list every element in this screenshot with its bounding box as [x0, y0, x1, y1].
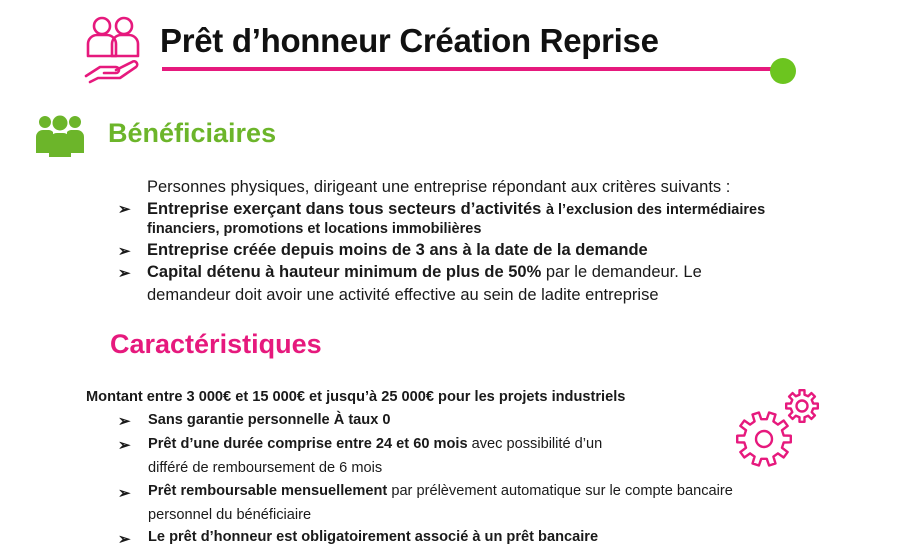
page-title: Prêt d’honneur Création Reprise [160, 22, 659, 59]
gears-icon [734, 382, 826, 474]
beneficiaires-item-3: Capital détenu à hauteur minimum de plus de 50% par le demandeur. Le [147, 263, 702, 281]
caracteristiques-item-2-line2: différé de remboursement de 6 mois [148, 460, 383, 476]
beneficiaires-item-3-line2: demandeur doit avoir une activité effective au sein de ladite entreprise [147, 286, 659, 304]
beneficiaires-item-1: Entreprise exerçant dans tous secteurs d’activités à l’exclusion des intermédiaires [147, 200, 766, 218]
caracteristiques-item-3-line2: personnel du bénéficiaire [148, 507, 312, 523]
caracteristiques-item-2: Prêt d’une durée comprise entre 24 et 60 mois avec possibilité d’un [148, 436, 603, 452]
group-people-icon [34, 113, 86, 157]
arrow-bullet-icon: ➢ [118, 243, 131, 260]
hand-holding-people-icon [82, 14, 148, 84]
caracteristiques-heading: Caractéristiques [110, 329, 322, 359]
beneficiaires-item-2: Entreprise créée depuis moins de 3 ans à la date de la demande [147, 241, 648, 259]
beneficiaires-item-1-line2: financiers, promotions et locations immobilières [147, 221, 482, 237]
arrow-bullet-icon: ➢ [118, 265, 131, 282]
arrow-bullet-icon: ➢ [118, 413, 131, 430]
title-underline [162, 67, 782, 71]
arrow-bullet-icon: ➢ [118, 485, 131, 502]
caracteristiques-item-3: Prêt remboursable mensuellement par prélèvement automatique sur le compte bancaire [148, 483, 733, 499]
arrow-bullet-icon: ➢ [118, 437, 131, 454]
caracteristiques-item-4: Le prêt d’honneur est obligatoirement associé à un prêt bancaire [148, 529, 599, 545]
title-underline-dot [770, 58, 796, 84]
arrow-bullet-icon: ➢ [118, 201, 131, 218]
montant-text: Montant entre 3 000€ et 15 000€ et jusqu’à 25 000€ pour les projets industriels [86, 389, 626, 405]
beneficiaires-heading: Bénéficiaires [108, 118, 277, 148]
beneficiaires-intro: Personnes physiques, dirigeant une entreprise répondant aux critères suivants : [147, 178, 731, 196]
caracteristiques-item-1: Sans garantie personnelle À taux 0 [148, 412, 391, 428]
arrow-bullet-icon: ➢ [118, 531, 131, 548]
